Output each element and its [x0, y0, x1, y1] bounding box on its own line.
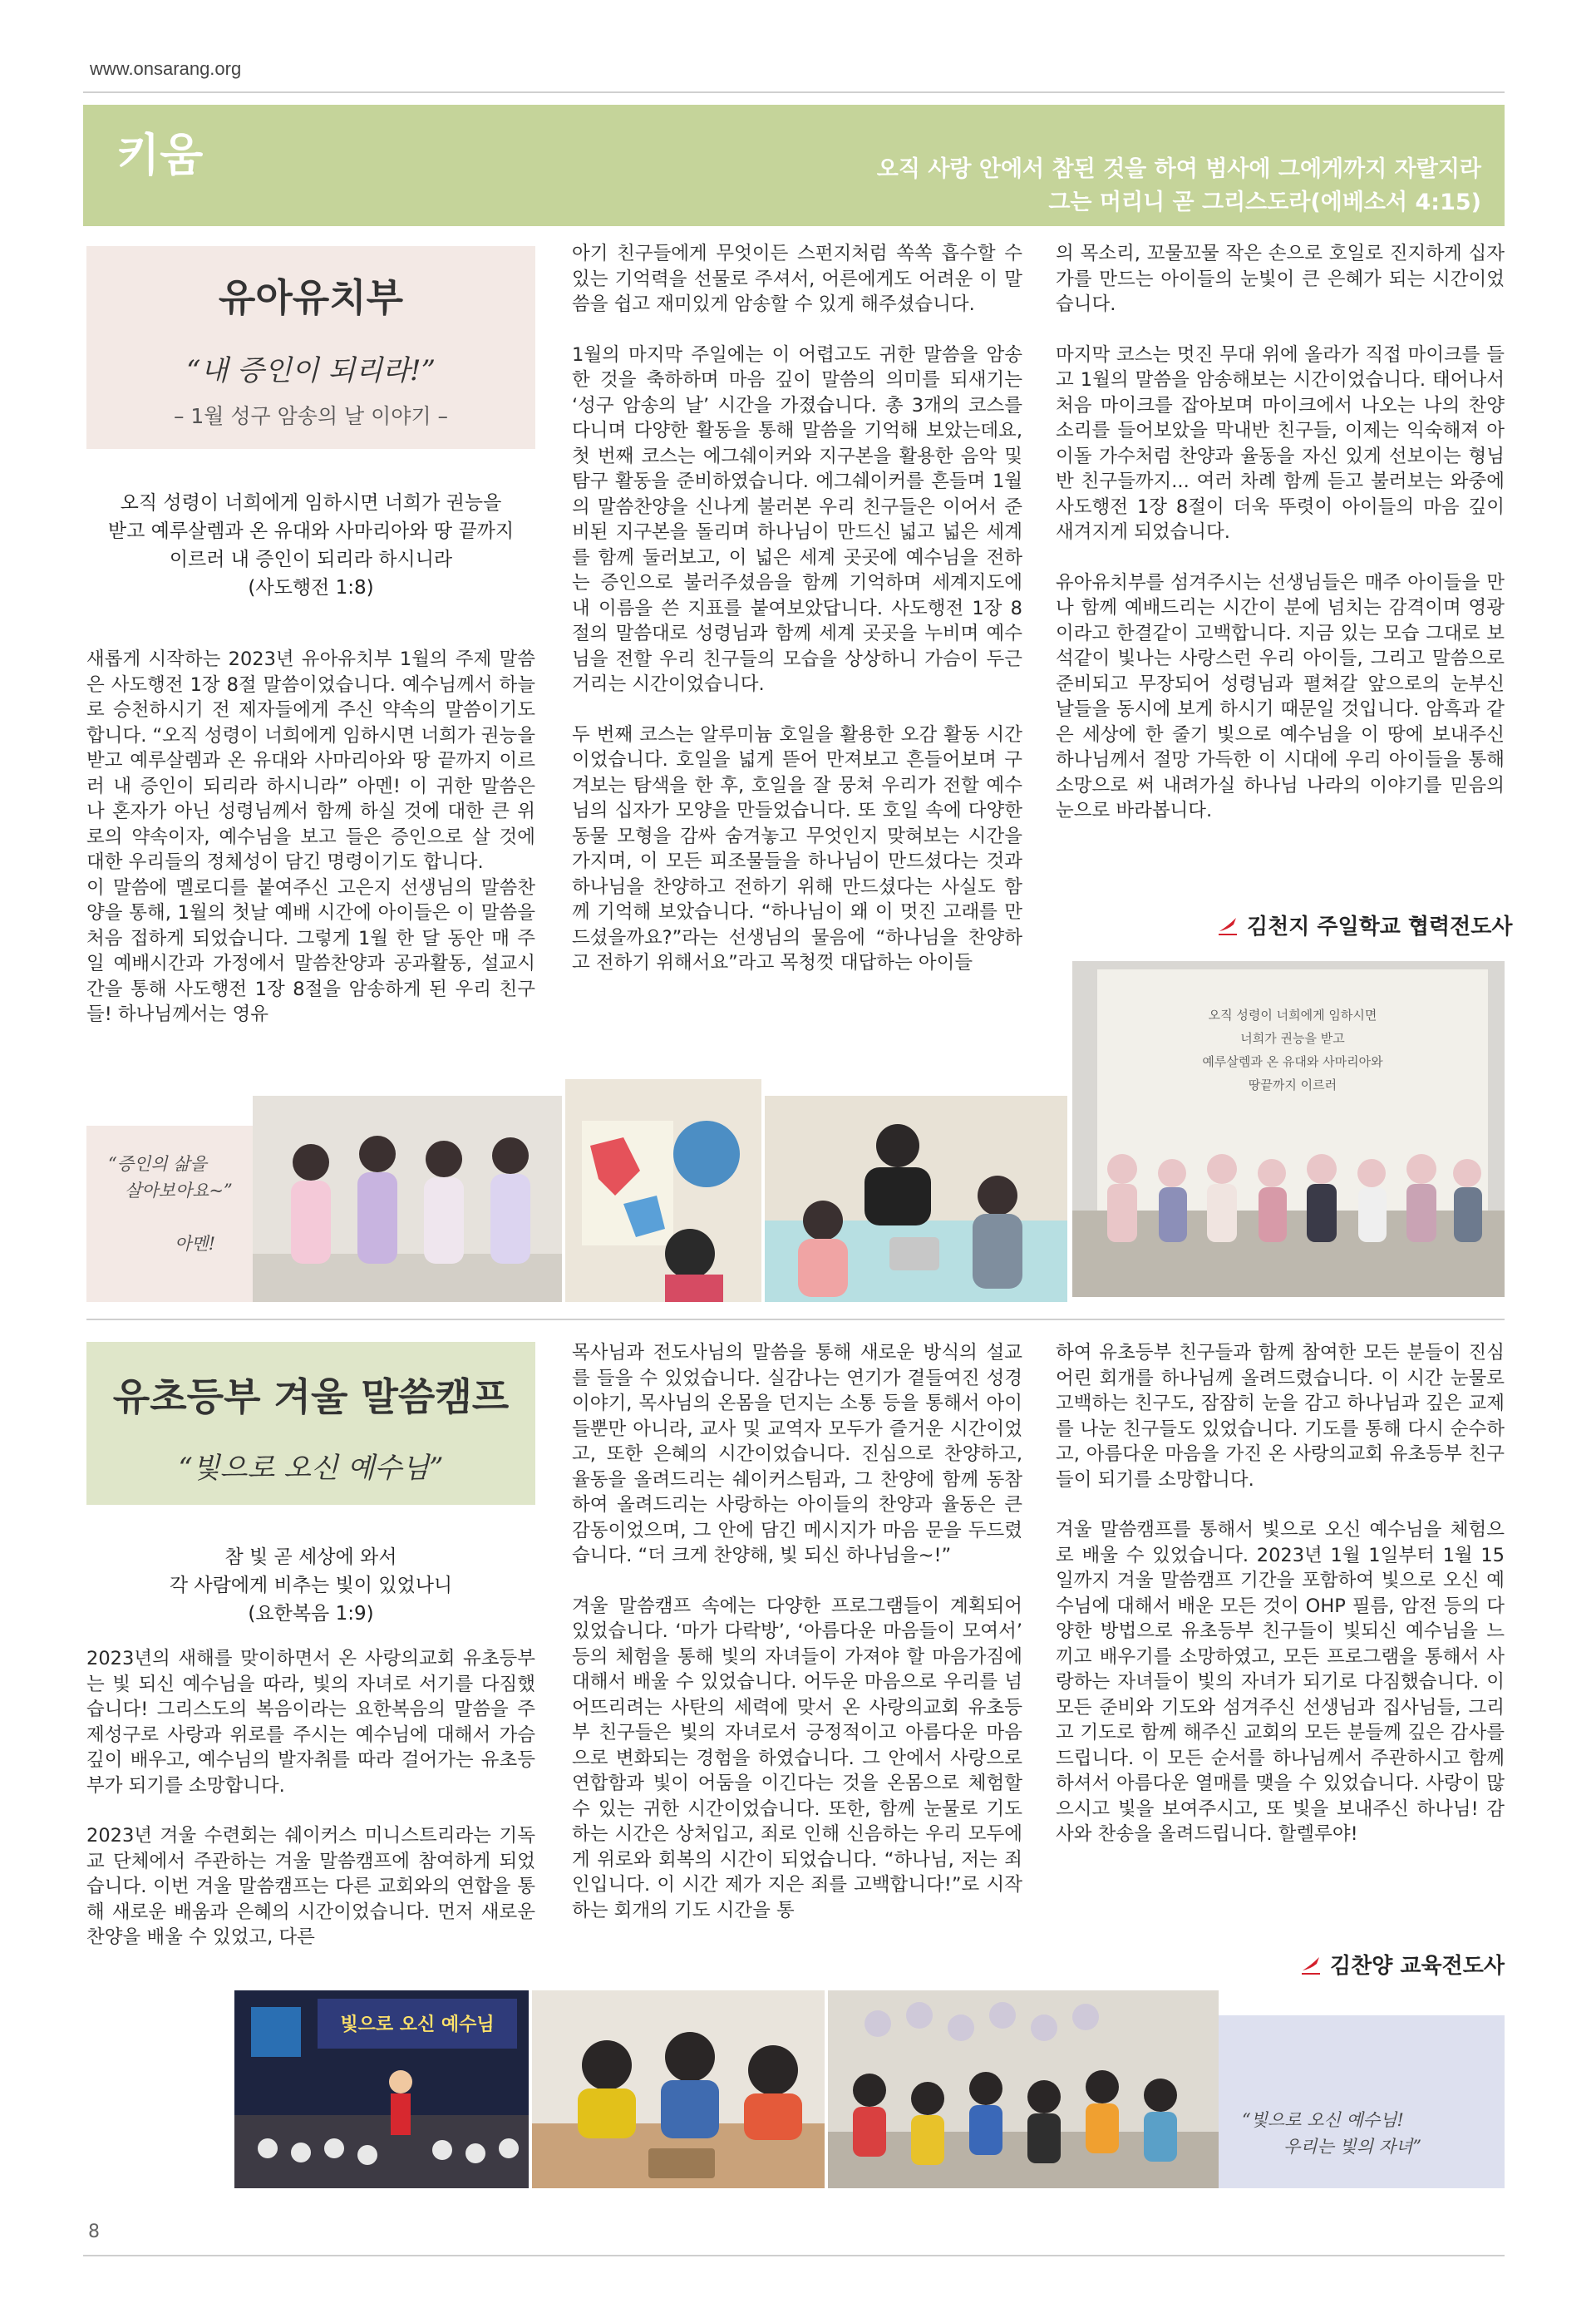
caption-line: “빛으로 오신 예수님! [1242, 2110, 1404, 2130]
paragraph: 새롭게 시작하는 2023년 유아유치부 1월의 주제 말씀은 사도행전 1장 8절 말씀이었습니다. 예수님께서 하늘로 승천하시기 전 제자들에게 주신 약속의 말씀이기도 합니다. “오직 성령이 너희에게 임하시면 너희가 권능을 받고 예루살렘과 온 유대와 사마리아와 땅 끝까지 이르러 내 증인이 되리라 하시니라” 아멘! 이 귀한 말씀은 나 혼자가 아닌 성령님께서 함께 하실 것에 대한 큰 위로의 약속이자, 예수님을 보고 들은 증인으로 살 것에 대한 우리들의 정체성이 담긴 명령이기도 합니다. [86, 648, 535, 873]
signature-text: 김찬양 교육전도사 [1330, 1954, 1505, 1979]
caption-line: “증인의 삶을 [108, 1154, 207, 1174]
footer-divider [83, 2255, 1505, 2256]
brand-mark-icon [1300, 1954, 1322, 1975]
article2-signature [1300, 1949, 1505, 1980]
article1-title: 유아유치부 [218, 275, 404, 320]
article1-column2 [572, 241, 1022, 976]
page-number: 8 [88, 2222, 100, 2242]
article1-signature [1217, 910, 1513, 940]
photo-camp-kids [532, 1990, 825, 2188]
key-verse-ref: (요한복음 1:9) [248, 1603, 374, 1625]
paragraph: 아기 친구들에게 무엇이든 스펀지처럼 쏙쏙 흡수할 수 있는 기억력을 선물로 주셔서, 어른에게도 어려운 이 말씀을 쉽고 재미있게 암송할 수 있게 해주셨습니다. [572, 243, 1022, 315]
article1-caption [108, 1151, 249, 1257]
article2-header [86, 1342, 535, 1505]
header-divider [83, 91, 1505, 93]
banner-verse-line2: 그는 머리니 곧 그리스도라(에베소서 4:15) [1048, 190, 1481, 215]
photo-camp-group [828, 1990, 1219, 2188]
article2-quote: “빛으로 오신 예수님” [178, 1452, 444, 1485]
key-verse-line: 각 사람에게 비추는 빛이 있었나니 [169, 1575, 453, 1596]
key-verse-line: 오직 성령이 너희에게 임하시면 너희가 권능을 [120, 492, 502, 514]
banner-photo-line: 땅끝까지 이르러 [1248, 1077, 1337, 1092]
photo-globe-activity [565, 1079, 761, 1302]
paragraph: 이 말씀에 멜로디를 붙여주신 고은지 선생님의 말씀찬양을 통해, 1월의 첫날 예배 시간에 아이들은 이 말씀을 처음 접하게 되었습니다. 그렇게 1월 한 달 동안 매 주일 예배시간과 가정에서 말씀찬양과 공과활동, 설교시간을 통해 사도행전 1장 8절을 암송하게 된 우리 친구들! 하나님께서는 영유 [86, 876, 535, 1025]
paragraph: 하여 유초등부 친구들과 함께 참여한 모든 분들이 진심어린 회개를 하나님께 올려드렸습니다. 이 시간 눈물로 고백하는 친구도, 잠잠히 눈을 감고 하나님과 깊은 교제를 나눈 친구들도 있었습니다. 기도를 통해 다시 순수하고, 아름다운 마음을 가진 온 사랑의교회 유초등부 친구들이 되기를 소망합니다. [1056, 1342, 1505, 1491]
paragraph: 2023년 겨울 수련회는 쉐이커스 미니스트리라는 기독교 단체에서 주관하는 겨울 말씀캠프에 참여하게 되었습니다. 이번 겨울 말씀캠프는 다른 교회와의 연합을 통해 새로운 배움과 은혜의 시간이었습니다. 먼저 새로운 찬양을 배울 수 있었고, 다른 [86, 1825, 535, 1948]
caption-line: 살아보아요~” [125, 1181, 233, 1201]
photo-foil-activity [765, 1096, 1067, 1302]
article1-column1 [86, 647, 535, 1028]
banner-photo-line: 예루살렘과 온 유대와 사마리아와 [1202, 1054, 1383, 1069]
signature-text: 김천지 주일학교 협력전도사 [1247, 915, 1513, 939]
site-url: www.onsarang.org [90, 58, 242, 79]
article1-key-verse [86, 489, 535, 602]
brand-mark-icon [1217, 915, 1239, 936]
paragraph: 겨울 말씀캠프 속에는 다양한 프로그램들이 계획되어 있었습니다. ‘마가 다락방’, ‘아름다운 마음들이 모여서’ 등의 체험을 통해 빛의 자녀들이 가져야 할 마음가짐에 대해서 배울 수 있었습니다. 어두운 마음으로 우리를 넘어뜨리려는 사탄의 세력에 맞서 온 사랑의교회 유초등부 친구들은 빛의 자녀로서 긍정적이고 아름다운 마음으로 변화되는 경험을 하였습니다. 그 안에서 사랑으로 연합함과 빛이 어둠을 이긴다는 것을 온몸으로 체험할 수 있는 귀한 시간이었습니다. 또한, 함께 눈물로 기도하는 시간은 상처입고, 죄로 인해 신음하는 우리 모두에게 위로와 회복의 시간이 되었습니다. “하나님, 저는 죄인입니다. 이 시간 제가 지은 죄를 고백합니다!”로 시작하는 회개의 기도 시간을 통 [572, 1595, 1022, 1921]
paragraph: 마지막 코스는 멋진 무대 위에 올라가 직접 마이크를 들고 1월의 말씀을 암송해보는 시간이었습니다. 태어나서 처음 마이크를 잡아보며 마이크에서 나오는 나의 찬양소리를 들어보았을 막내반 친구들, 이제는 익숙해져 아이돌 가수처럼 찬양과 율동을 자신 있게 선보이는 형님반 친구들까지... 여러 차례 함께 듣고 불러보는 와중에 사도행전 1장 8절이 더욱 뚜렷이 아이들의 마음 깊이 새겨지게 되었습니다. [1056, 343, 1505, 543]
paragraph: 겨울 말씀캠프를 통해서 빛으로 오신 예수님을 체험으로 배울 수 있었습니다. 2023년 1월 1일부터 1월 15일까지 겨울 말씀캠프 기간을 포함하여 빛으로 오신 예수님에 대해서 배운 모든 것이 OHP 필름, 암전 등의 다양한 방법으로 유초등부 친구들이 빛되신 예수님을 느끼고 배우기를 소망하였고, 모든 프로그램을 통해서 사랑하는 자녀들이 빛의 자녀가 되기로 다짐했습니다. 이 모든 준비와 기도와 섬겨주신 선생님과 집사님들, 그리고 기도로 함께 해주신 교회의 모든 분들께 깊은 감사를 드립니다. 이 모든 순서를 하나님께서 주관하시고 함께 하셔서 아름다운 열매를 맺을 수 있었습니다. 사랑이 많으시고 빛을 보여주시고, 또 빛을 보내주신 하나님! 감사와 찬송을 올려드립니다. 할렐루야! [1056, 1519, 1505, 1845]
photo-camp-stage [234, 1990, 529, 2188]
paragraph: 의 목소리, 꼬물꼬물 작은 손으로 호일로 진지하게 십자가를 만드는 아이들의 눈빛이 큰 은혜가 되는 시간이었습니다. [1056, 243, 1505, 315]
paragraph: 유아유치부를 섬겨주시는 선생님들은 매주 아이들을 만나 함께 예배드리는 시간이 분에 넘치는 감격이며 영광이라고 한결같이 고백합니다. 지금 있는 모습 그대로 보석같이 빛나는 사랑스런 우리 아이들, 그리고 말씀으로 준비되고 무장되어 성령님과 펼쳐갈 앞으로의 눈부신 날들을 동시에 보게 하시기 때문일 것입니다. 암흑과 같은 세상에 한 줄기 빛으로 예수님을 이 땅에 보내주신 하나님께서 절망 가득한 이 시대에 우리 아이들을 통해 소망으로 써 내려가실 하나님 나라의 이야기를 믿음의 눈으로 바라봅니다. [1056, 571, 1505, 821]
article1-subtitle: – 1월 성구 암송의 날 이야기 – [173, 404, 449, 428]
article2-key-verse [86, 1543, 535, 1628]
article2-caption-box [1219, 2015, 1505, 2188]
stage-banner-text: 빛으로 오신 예수님 [340, 2014, 495, 2035]
article1-column3 [1056, 241, 1505, 824]
banner-photo-line: 오직 성령이 너희에게 임하시면 [1208, 1008, 1377, 1023]
section-banner [83, 105, 1505, 226]
paragraph: 2023년의 새해를 맞이하면서 온 사랑의교회 유초등부는 빛 되신 예수님을 따라, 빛의 자녀로 서기를 다짐했습니다! 그리스도의 복음이라는 요한복음의 말씀을 주제성구로 사랑과 위로를 주시는 예수님에 대해서 가슴 깊이 배우고, 예수님의 발자취를 따라 걸어가는 유초등부가 되기를 소망합니다. [86, 1648, 535, 1797]
banner-verse [877, 153, 1481, 219]
paragraph: 두 번째 코스는 알루미늄 호일을 활용한 오감 활동 시간이었습니다. 호일을 넓게 뜯어 만져보고 흔들어보며 구겨보는 탐색을 한 후, 호일을 잘 뭉쳐 우리가 전할 예수님의 십자가 모양을 만들었습니다. 또 호일 속에 다양한 동물 모형을 감싸 숨겨놓고 무엇인지 맞혀보는 시간을 가지며, 이 모든 피조물들을 하나님이 만드셨다는 것과 하나님을 찬양하고 전하기 위해 만드셨다는 사실도 함께 기억해 보았습니다. “하나님이 왜 이 멋진 고래를 만드셨을까요?”라는 선생님의 물음에 “하나님을 찬양하고 전하기 위해서요”라고 목청껏 대답하는 아이들 [572, 723, 1022, 974]
article2-column1 [86, 1646, 535, 1950]
paragraph: 1월의 마지막 주일에는 이 어렵고도 귀한 말씀을 암송한 것을 축하하며 마음 깊이 말씀의 의미를 되새기는 ‘성구 암송의 날’ 시간을 가졌습니다. 총 3개의 코스를 다니며 다양한 활동을 통해 말씀을 기억해 보았는데요, 첫 번째 코스는 에그쉐이커와 지구본을 활용한 음악 및 탐구 활동을 준비하였습니다. 에그쉐이커를 흔들며 1월의 말씀찬양을 신나게 불러본 우리 친구들은 이어서 준비된 지구본을 돌리며 하나님이 만드신 넓고 넓은 세계를 함께 둘러보고, 이 넓은 세계 곳곳에 예수님을 전하는 증인으로 불러주셨음을 함께 기억하며 세계지도에 내 이름을 쓴 지표를 붙여보았답니다. 사도행전 1장 8절의 말씀대로 성령님과 함께 세계 곳곳을 누비며 예수님을 전할 우리 친구들의 모습을 상상하니 가슴이 두근거리는 시간이었습니다. [572, 343, 1022, 695]
key-verse-line: 이르러 내 증인이 되리라 하시니라 [169, 549, 453, 570]
banner-photo-line: 너희가 권능을 받고 [1240, 1031, 1345, 1046]
article1-quote: “내 증인이 되리라!” [186, 354, 436, 387]
article2-caption [1242, 2107, 1491, 2160]
banner-photo [1072, 961, 1505, 1297]
banner-verse-line1: 오직 사랑 안에서 참된 것을 하여 범사에 그에게까지 자랄지라 [876, 156, 1481, 182]
key-verse-ref: (사도행전 1:8) [248, 577, 374, 599]
photo-children-stage [253, 1096, 562, 1302]
article1-header [86, 246, 535, 449]
caption-line: 아멘! [175, 1234, 216, 1254]
paragraph: 목사님과 전도사님의 말씀을 통해 새로운 방식의 설교를 들을 수 있었습니다. 실감나는 연기가 곁들여진 성경 이야기, 목사님의 온몸을 던지는 소통 등을 통해서 아이들뿐만 아니라, 교사 및 교역자 모두가 즐거운 시간이었고, 또한 은혜의 시간이었습니다. 진심으로 찬양하고, 율동을 올려드리는 쉐이커스팀과, 그 찬양에 함께 동참하여 올려드리는 사랑하는 아이들의 찬양과 율동은 큰 감동이었으며, 그 안에 담긴 메시지가 마음 문을 두드렸습니다. “더 크게 찬양해, 빛 되신 하나님을~!” [572, 1342, 1022, 1566]
key-verse-line: 받고 예루살렘과 온 유대와 사마리아와 땅 끝까지 [107, 520, 515, 542]
article2-column3 [1056, 1340, 1505, 1847]
section-title: 키움 [116, 129, 204, 181]
article2-title: 유초등부 겨울 말씀캠프 [112, 1374, 510, 1419]
key-verse-line: 참 빛 곧 세상에 와서 [224, 1546, 397, 1568]
article-divider [86, 1319, 1505, 1320]
caption-line: 우리는 빛의 자녀” [1283, 2137, 1422, 2157]
article2-column2 [572, 1340, 1022, 1923]
